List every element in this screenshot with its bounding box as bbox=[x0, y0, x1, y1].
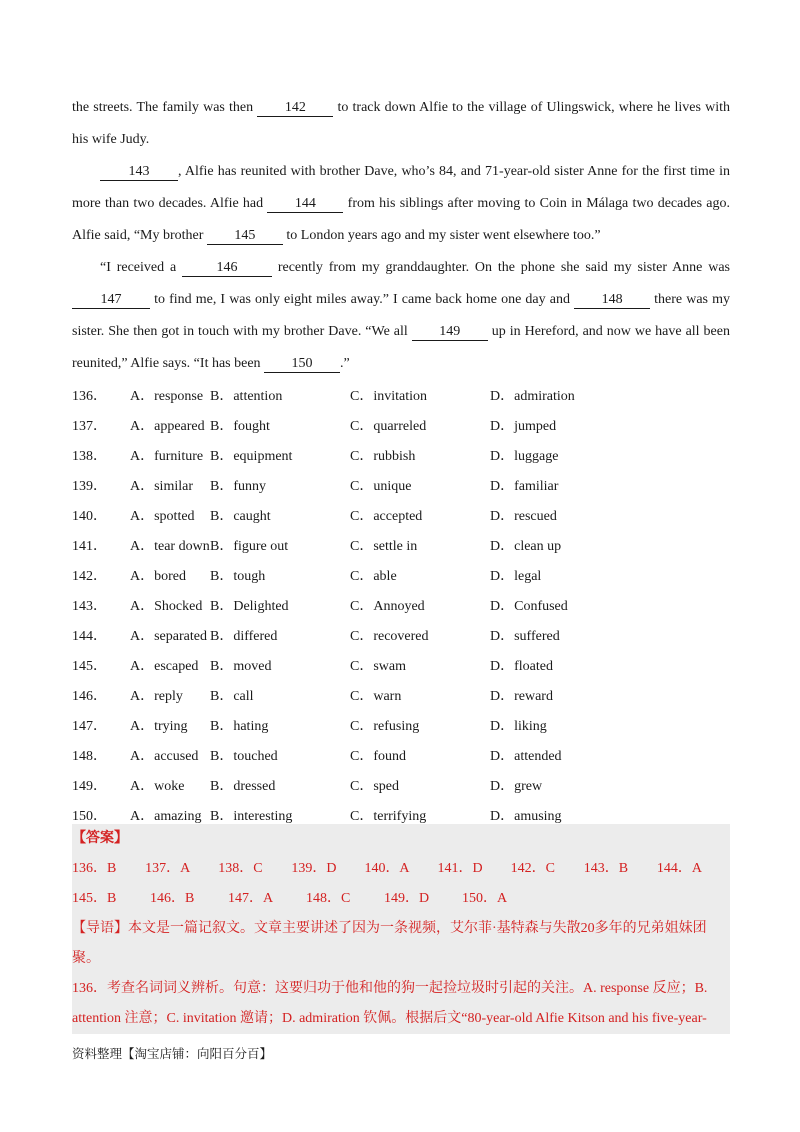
text: , Alfie has reunited with brother Dave, who’s 84, and 71-year-old sister Anne for the first time in more than two decades. Alfie had bbox=[72, 164, 730, 211]
option-b: B．caught bbox=[210, 509, 271, 524]
option-d: D．grew bbox=[490, 779, 543, 794]
option-a: A．spotted bbox=[130, 509, 195, 524]
answer-item: 145．B bbox=[72, 891, 117, 906]
answer-row-1 bbox=[72, 854, 730, 884]
option-c: C．unique bbox=[350, 479, 412, 494]
question-number: 144． bbox=[72, 629, 107, 644]
question-number: 146． bbox=[72, 689, 107, 704]
answer-item: 137．A bbox=[145, 861, 191, 876]
question-number: 149． bbox=[72, 779, 107, 794]
text: recently from my granddaughter. On the phone she said my sister Anne was bbox=[272, 260, 730, 275]
option-a: A．amazing bbox=[130, 809, 202, 824]
option-d: D．amusing bbox=[490, 809, 562, 824]
text: .” bbox=[340, 356, 350, 371]
option-a: A．Shocked bbox=[130, 599, 203, 614]
blank-145: 145 bbox=[207, 228, 283, 245]
answer-item: 148．C bbox=[306, 891, 351, 906]
option-c: C．recovered bbox=[350, 629, 429, 644]
blank-147: 147 bbox=[72, 292, 150, 309]
question-number: 150． bbox=[72, 809, 107, 824]
option-a: A．appeared bbox=[130, 419, 205, 434]
option-d: D．reward bbox=[490, 689, 553, 704]
option-b: B．moved bbox=[210, 659, 272, 674]
option-d: D．Confused bbox=[490, 599, 568, 614]
question-number: 139． bbox=[72, 479, 107, 494]
option-a: A．woke bbox=[130, 779, 185, 794]
blank-144: 144 bbox=[267, 196, 343, 213]
text: to track down Alfie to the village of Ulingswick, where he lives with his wife Judy. bbox=[72, 100, 730, 147]
option-c: C．found bbox=[350, 749, 406, 764]
option-c: C．settle in bbox=[350, 539, 418, 554]
option-b: B．dressed bbox=[210, 779, 276, 794]
option-c: C．refusing bbox=[350, 719, 420, 734]
explanation-136: 136．考查名词词义辨析。句意：这要归功于他和他的狗一起捡垃圾时引起的关注。A. response 反应；B. attention 注意；C. invitation 邀请；D. admiration 钦佩。根据后文“80-year-old Alfie Kitson and his five-year- bbox=[72, 981, 708, 1026]
option-b: B．attention bbox=[210, 389, 283, 404]
question-number: 137． bbox=[72, 419, 107, 434]
option-b: B．equipment bbox=[210, 449, 293, 464]
paragraph-1 bbox=[72, 92, 730, 156]
answer-item: 150．A bbox=[462, 891, 508, 906]
option-c: C．invitation bbox=[350, 389, 427, 404]
answer-item: 142．C bbox=[510, 861, 555, 876]
option-a: A．response bbox=[130, 389, 204, 404]
option-c: C．terrifying bbox=[350, 809, 427, 824]
option-b: B．tough bbox=[210, 569, 266, 584]
blank-148: 148 bbox=[574, 292, 650, 309]
option-b: B．figure out bbox=[210, 539, 289, 554]
question-row bbox=[72, 472, 730, 502]
option-c: C．able bbox=[350, 569, 397, 584]
option-d: D．rescued bbox=[490, 509, 557, 524]
answer-item: 136．B bbox=[72, 861, 117, 876]
text: to London years ago and my sister went elsewhere too.” bbox=[282, 228, 601, 243]
answer-item: 141．D bbox=[437, 861, 483, 876]
option-c: C．rubbish bbox=[350, 449, 416, 464]
option-d: D．clean up bbox=[490, 539, 562, 554]
option-b: B．interesting bbox=[210, 809, 293, 824]
text: there was my sister. She then got in touch with my brother Dave. “We all bbox=[72, 292, 730, 339]
answer-item: 149．D bbox=[384, 891, 430, 906]
option-b: B．Delighted bbox=[210, 599, 289, 614]
option-b: B．fought bbox=[210, 419, 270, 434]
option-b: B．funny bbox=[210, 479, 266, 494]
blank-143: 143 bbox=[100, 164, 178, 181]
option-a: A．trying bbox=[130, 719, 188, 734]
option-d: D．familiar bbox=[490, 479, 559, 494]
question-number: 145． bbox=[72, 659, 107, 674]
passage bbox=[72, 92, 730, 832]
blank-142: 142 bbox=[257, 100, 333, 117]
question-number: 148． bbox=[72, 749, 107, 764]
question-row bbox=[72, 682, 730, 712]
option-a: A．bored bbox=[130, 569, 186, 584]
question-row bbox=[72, 592, 730, 622]
option-a: A．furniture bbox=[130, 449, 204, 464]
option-d: D．luggage bbox=[490, 449, 559, 464]
blank-150: 150 bbox=[264, 356, 340, 373]
question-number: 147． bbox=[72, 719, 107, 734]
option-a: A．separated bbox=[130, 629, 207, 644]
option-b: B．call bbox=[210, 689, 254, 704]
question-number: 138． bbox=[72, 449, 107, 464]
option-d: D．attended bbox=[490, 749, 562, 764]
option-d: D．admiration bbox=[490, 389, 575, 404]
option-c: C．accepted bbox=[350, 509, 423, 524]
answer-title: 【答案】 bbox=[72, 831, 128, 846]
question-number: 143． bbox=[72, 599, 107, 614]
option-a: A．tear down bbox=[130, 539, 210, 554]
text: up in Hereford, and now we have all been reunited,” Alfie says. “It has been bbox=[72, 324, 730, 371]
blank-146: 146 bbox=[182, 260, 272, 277]
question-row bbox=[72, 652, 730, 682]
question-row bbox=[72, 532, 730, 562]
option-c: C．Annoyed bbox=[350, 599, 425, 614]
question-row bbox=[72, 742, 730, 772]
answer-item: 147．A bbox=[228, 891, 274, 906]
option-d: D．floated bbox=[490, 659, 553, 674]
option-d: D．legal bbox=[490, 569, 542, 584]
option-c: C．quarreled bbox=[350, 419, 427, 434]
question-number: 141． bbox=[72, 539, 107, 554]
option-a: A．reply bbox=[130, 689, 183, 704]
question-number: 142． bbox=[72, 569, 107, 584]
text: from his siblings after moving to Coin in Málaga two decades ago. Alfie said, “My brother bbox=[72, 196, 730, 243]
option-b: B．hating bbox=[210, 719, 269, 734]
option-d: D．liking bbox=[490, 719, 547, 734]
option-c: C．swam bbox=[350, 659, 406, 674]
answer-row-2 bbox=[72, 884, 730, 914]
option-b: B．differed bbox=[210, 629, 278, 644]
text: “I received a bbox=[100, 260, 182, 275]
footer-source: 资料整理【淘宝店铺：向阳百分百】 bbox=[72, 1046, 273, 1061]
option-d: D．jumped bbox=[490, 419, 557, 434]
guide-text: 【导语】本文是一篇记叙文。文章主要讲述了因为一条视频，艾尔菲·基特森与失散20多年的兄弟姐妹团聚。 bbox=[72, 921, 707, 966]
question-row bbox=[72, 772, 730, 802]
blank-149: 149 bbox=[412, 324, 488, 341]
option-b: B．touched bbox=[210, 749, 278, 764]
question-row bbox=[72, 712, 730, 742]
answer-item: 140．A bbox=[364, 861, 410, 876]
answer-item: 144．A bbox=[656, 861, 702, 876]
answer-item: 139．D bbox=[291, 861, 337, 876]
question-row bbox=[72, 442, 730, 472]
option-a: A．escaped bbox=[130, 659, 199, 674]
option-c: C．warn bbox=[350, 689, 402, 704]
answer-section bbox=[72, 824, 730, 1034]
answer-item: 146．B bbox=[150, 891, 195, 906]
option-d: D．suffered bbox=[490, 629, 560, 644]
text: the streets. The family was then bbox=[72, 100, 258, 115]
text: to find me, I was only eight miles away.” I came back home one day and bbox=[150, 292, 575, 307]
paragraph-2 bbox=[72, 156, 730, 252]
answer-item: 143．B bbox=[583, 861, 629, 876]
option-c: C．sped bbox=[350, 779, 399, 794]
question-row bbox=[72, 622, 730, 652]
option-a: A．similar bbox=[130, 479, 193, 494]
question-row bbox=[72, 502, 730, 532]
question-row bbox=[72, 562, 730, 592]
question-row bbox=[72, 382, 730, 412]
paragraph-3 bbox=[72, 252, 730, 380]
question-row bbox=[72, 412, 730, 442]
question-number: 140． bbox=[72, 509, 107, 524]
question-number: 136． bbox=[72, 389, 107, 404]
option-a: A．accused bbox=[130, 749, 199, 764]
answer-item: 138．C bbox=[218, 861, 263, 876]
question-list bbox=[72, 382, 730, 832]
